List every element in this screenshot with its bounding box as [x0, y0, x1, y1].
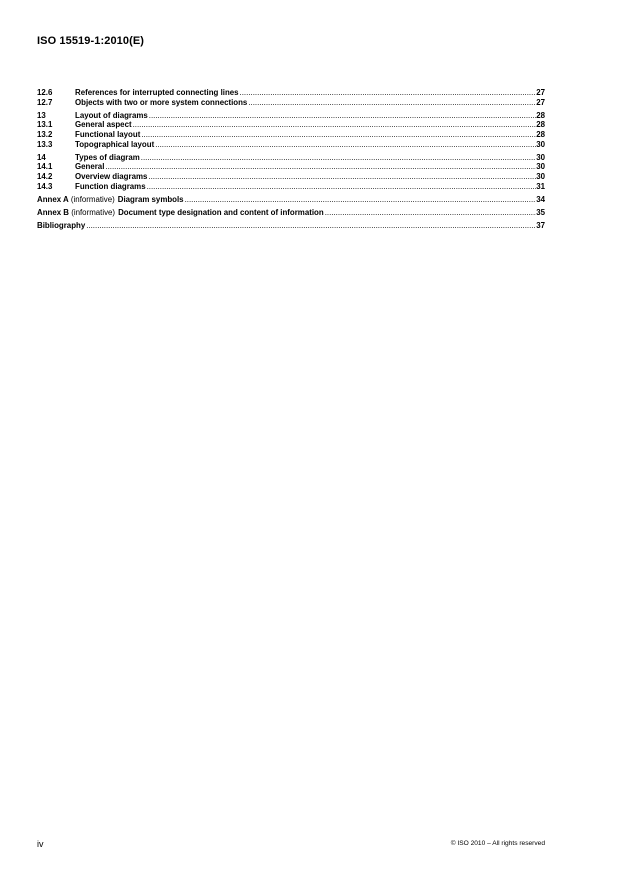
toc-page: 27 [536, 97, 545, 107]
toc-number: 13.3 [37, 139, 53, 149]
toc-row[interactable] [37, 120, 545, 130]
toc-row[interactable] [37, 111, 545, 121]
toc-title: Bibliography [37, 221, 86, 231]
toc-title: Document type designation and content of information [118, 207, 324, 217]
toc-number: 13.2 [37, 129, 53, 139]
toc-row[interactable] [37, 172, 545, 182]
toc-annex-a [37, 195, 545, 205]
toc-page: 27 [536, 88, 545, 97]
toc-page: 28 [536, 120, 545, 130]
toc-title: Topographical layout [75, 139, 155, 149]
toc-row[interactable] [37, 221, 545, 231]
toc-leader [105, 162, 536, 172]
toc-number: 12.6 [37, 88, 53, 97]
toc-leader [325, 208, 537, 218]
toc-row[interactable] [37, 153, 545, 163]
copyright-notice: © ISO 2010 – All rights reserved [450, 840, 545, 847]
toc-leader [141, 153, 536, 163]
toc-title: Objects with two or more system connections [75, 97, 248, 107]
toc-row[interactable] [37, 208, 545, 218]
toc-row[interactable] [37, 140, 545, 150]
toc-page: 34 [536, 194, 545, 204]
toc-leader [248, 98, 536, 108]
toc-number: 14 [37, 152, 46, 162]
toc-number: 13 [37, 110, 46, 120]
toc-page: 30 [536, 171, 545, 181]
toc-leader [149, 111, 536, 121]
annex-label: Annex B [37, 207, 70, 217]
toc-bibliography [37, 221, 545, 231]
toc-number: 14.3 [37, 181, 53, 191]
toc-leader [185, 195, 537, 205]
toc-title: Function diagrams [75, 181, 146, 191]
toc-title: Layout of diagrams [75, 110, 148, 120]
toc-page: 30 [536, 162, 545, 172]
toc-number: 14.2 [37, 171, 53, 181]
toc-page: 35 [536, 207, 545, 217]
toc-leader [155, 140, 536, 150]
toc-title: Types of diagram [75, 152, 140, 162]
toc-title: General [75, 162, 105, 172]
annex-label: Annex A [37, 194, 69, 204]
toc-row[interactable] [37, 182, 545, 192]
toc-annex-b [37, 208, 545, 218]
toc-group [37, 153, 545, 191]
toc-page: 30 [536, 139, 545, 149]
toc-leader [141, 130, 536, 140]
annex-informative-tag: (informative) [71, 207, 116, 217]
toc-leader [133, 120, 537, 130]
toc-title: Overview diagrams [75, 171, 148, 181]
toc-row[interactable] [37, 162, 545, 172]
toc-leader [86, 221, 536, 231]
page-number: iv [37, 839, 44, 849]
toc-page: 30 [536, 152, 545, 162]
table-of-contents [37, 88, 545, 234]
toc-number: 13.1 [37, 120, 53, 130]
toc-group [37, 88, 545, 107]
toc-title: Functional layout [75, 129, 141, 139]
toc-title: Diagram symbols [117, 194, 184, 204]
toc-row[interactable] [37, 130, 545, 140]
toc-row[interactable] [37, 88, 545, 98]
toc-title: General aspect [75, 120, 132, 130]
toc-number: 12.7 [37, 97, 53, 107]
toc-row[interactable] [37, 98, 545, 108]
toc-leader [240, 88, 537, 98]
toc-leader [148, 172, 536, 182]
annex-informative-tag: (informative) [70, 194, 115, 204]
toc-page: 28 [536, 110, 545, 120]
toc-number: 14.1 [37, 162, 53, 172]
toc-leader [147, 182, 537, 192]
toc-row[interactable] [37, 195, 545, 205]
toc-title: References for interrupted connecting lines [75, 88, 239, 97]
toc-page: 31 [536, 181, 545, 191]
toc-group [37, 111, 545, 149]
document-header: ISO 15519-1:2010(E) [37, 35, 145, 47]
toc-page: 28 [536, 129, 545, 139]
toc-page: 37 [536, 221, 545, 231]
